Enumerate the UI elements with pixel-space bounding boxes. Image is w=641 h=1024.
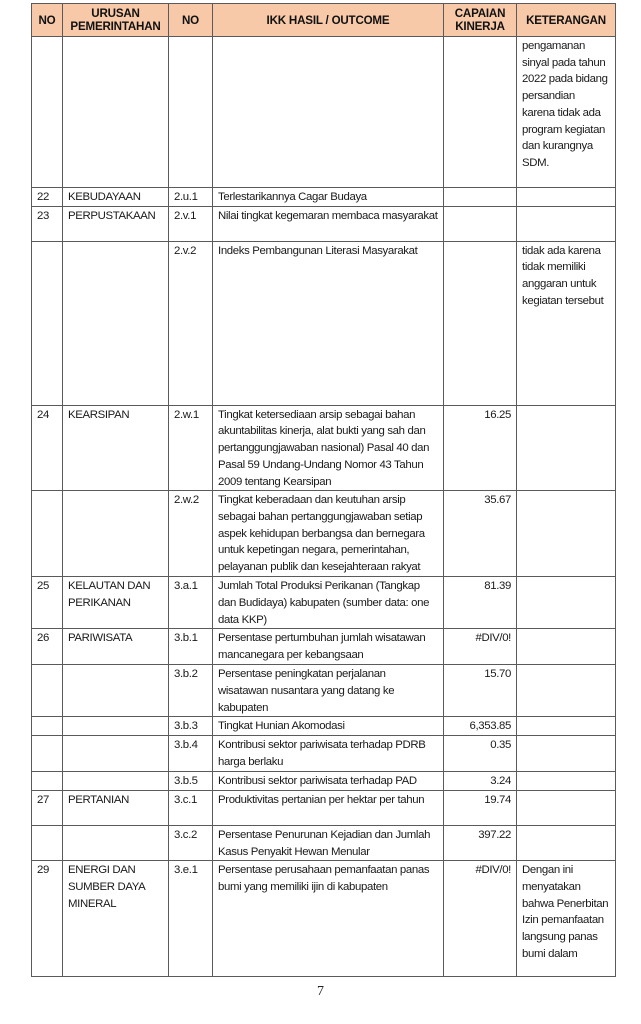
cell-keterangan (517, 405, 616, 491)
cell-urusan (63, 825, 169, 860)
cell-keterangan (517, 736, 616, 772)
cell-kode: 3.c.2 (169, 825, 213, 860)
cell-keterangan (517, 717, 616, 736)
cell-ikk: Kontribusi sektor pariwisata terhadap PAD (213, 772, 444, 791)
cell-capaian: #DIV/0! (444, 629, 517, 665)
cell-ikk: Kontribusi sektor pariwisata terhadap PDRB harga berlaku (213, 736, 444, 772)
cell-no (32, 37, 63, 188)
cell-keterangan (517, 206, 616, 241)
cell-urusan: PERPUSTAKAAN (63, 206, 169, 241)
cell-capaian: 35.67 (444, 491, 517, 577)
table-row (32, 577, 616, 629)
cell-ikk: Indeks Pembangunan Literasi Masyarakat (213, 241, 444, 405)
cell-capaian (444, 188, 517, 207)
cell-ikk: Persentase peningkatan perjalanan wisatawan nusantara yang datang ke kabupaten (213, 665, 444, 717)
cell-ikk: Tingkat keberadaan dan keutuhan arsip sebagai bahan pertanggungjawaban setiap aspek kehidupan berbangsa dan bernegara untuk kepetingan negara, pemerintahan, pelayanan publik dan kesejahteraan rakyat (213, 491, 444, 577)
cell-urusan (63, 241, 169, 405)
header-urusan-line2: PEMERINTAHAN (70, 20, 161, 33)
cell-urusan: ENERGI DAN SUMBER DAYA MINERAL (63, 861, 169, 977)
cell-no: 26 (32, 629, 63, 665)
cell-keterangan (517, 577, 616, 629)
cell-urusan (63, 491, 169, 577)
cell-kode: 3.b.3 (169, 717, 213, 736)
cell-urusan: PARIWISATA (63, 629, 169, 665)
cell-ikk: Persentase Penurunan Kejadian dan Jumlah Kasus Penyakit Hewan Menular (213, 825, 444, 860)
header-capaian-line1: CAPAIAN (454, 7, 506, 20)
cell-no: 24 (32, 405, 63, 491)
cell-kode: 3.a.1 (169, 577, 213, 629)
cell-no (32, 241, 63, 405)
table-row (32, 188, 616, 207)
cell-keterangan: pengamanan sinyal pada tahun 2022 pada bidang persandian karena tidak ada program kegiatan dan kurangnya SDM. (517, 37, 616, 188)
cell-kode: 2.v.2 (169, 241, 213, 405)
cell-urusan (63, 772, 169, 791)
cell-capaian: 15.70 (444, 665, 517, 717)
table-body (32, 37, 616, 977)
header-no-kode: NO (169, 4, 213, 37)
cell-keterangan: tidak ada karena tidak memiliki anggaran untuk kegiatan tersebut (517, 241, 616, 405)
cell-ikk: Nilai tingkat kegemaran membaca masyarakat (213, 206, 444, 241)
table-row (32, 861, 616, 977)
cell-no: 22 (32, 188, 63, 207)
cell-keterangan (517, 790, 616, 825)
cell-keterangan: Dengan ini menyatakan bahwa Penerbitan Izin pemanfaatan langsung panas bumi dalam (517, 861, 616, 977)
header-no: NO (32, 4, 63, 37)
cell-urusan (63, 717, 169, 736)
cell-ikk: Terlestarikannya Cagar Budaya (213, 188, 444, 207)
cell-capaian: 81.39 (444, 577, 517, 629)
header-urusan-line1: URUSAN (91, 7, 140, 20)
cell-no: 23 (32, 206, 63, 241)
cell-kode: 3.c.1 (169, 790, 213, 825)
cell-ikk: Persentase pertumbuhan jumlah wisatawan mancanegara per kebangsaan (213, 629, 444, 665)
cell-no (32, 825, 63, 860)
cell-ikk: Tingkat Hunian Akomodasi (213, 717, 444, 736)
cell-capaian: 397.22 (444, 825, 517, 860)
header-urusan (63, 4, 169, 37)
header-capaian (444, 4, 517, 37)
header-ikk: IKK HASIL / OUTCOME (213, 4, 444, 37)
table-row (32, 717, 616, 736)
cell-kode: 3.b.1 (169, 629, 213, 665)
table-row (32, 736, 616, 772)
cell-capaian (444, 206, 517, 241)
cell-urusan: PERTANIAN (63, 790, 169, 825)
cell-capaian: 19.74 (444, 790, 517, 825)
cell-capaian (444, 37, 517, 188)
cell-keterangan (517, 825, 616, 860)
cell-keterangan (517, 772, 616, 791)
cell-no (32, 772, 63, 791)
cell-kode: 2.u.1 (169, 188, 213, 207)
cell-ikk: Produktivitas pertanian per hektar per tahun (213, 790, 444, 825)
cell-keterangan (517, 491, 616, 577)
cell-kode: 3.b.2 (169, 665, 213, 717)
cell-urusan (63, 736, 169, 772)
table-row (32, 790, 616, 825)
cell-no (32, 491, 63, 577)
cell-no (32, 717, 63, 736)
cell-urusan: KELAUTAN DAN PERIKANAN (63, 577, 169, 629)
cell-kode: 3.b.4 (169, 736, 213, 772)
cell-kode: 2.w.1 (169, 405, 213, 491)
performance-table (31, 3, 616, 977)
cell-capaian: 0.35 (444, 736, 517, 772)
cell-keterangan (517, 629, 616, 665)
table-row (32, 629, 616, 665)
page-number: 7 (317, 984, 324, 999)
cell-no: 29 (32, 861, 63, 977)
table-row (32, 241, 616, 405)
cell-capaian: 6,353.85 (444, 717, 517, 736)
cell-capaian: #DIV/0! (444, 861, 517, 977)
table-row (32, 665, 616, 717)
table-row (32, 405, 616, 491)
cell-ikk: Tingkat ketersediaan arsip sebagai bahan akuntabilitas kinerja, alat bukti yang sah dan pertanggungjawaban nasional) Pasal 40 dan Pasal 59 Undang-Undang Nomor 43 Tahun 2009 tentang Kearsipan (213, 405, 444, 491)
table-row (32, 825, 616, 860)
cell-no: 25 (32, 577, 63, 629)
cell-urusan: KEBUDAYAAN (63, 188, 169, 207)
table-row (32, 37, 616, 188)
cell-no (32, 665, 63, 717)
table-row (32, 772, 616, 791)
cell-capaian: 16.25 (444, 405, 517, 491)
cell-keterangan (517, 665, 616, 717)
cell-ikk: Jumlah Total Produksi Perikanan (Tangkap dan Budidaya) kabupaten (sumber data: one data KKP) (213, 577, 444, 629)
cell-urusan (63, 665, 169, 717)
cell-no (32, 736, 63, 772)
cell-capaian (444, 241, 517, 405)
cell-urusan (63, 37, 169, 188)
cell-urusan: KEARSIPAN (63, 405, 169, 491)
table-row (32, 206, 616, 241)
cell-no: 27 (32, 790, 63, 825)
cell-kode: 3.e.1 (169, 861, 213, 977)
cell-kode: 2.w.2 (169, 491, 213, 577)
cell-kode: 3.b.5 (169, 772, 213, 791)
cell-keterangan (517, 188, 616, 207)
header-capaian-line2: KINERJA (455, 20, 505, 33)
cell-capaian: 3.24 (444, 772, 517, 791)
table-row (32, 491, 616, 577)
header-keterangan: KETERANGAN (517, 4, 616, 37)
cell-kode (169, 37, 213, 188)
cell-ikk (213, 37, 444, 188)
table-header-row (32, 4, 616, 37)
cell-kode: 2.v.1 (169, 206, 213, 241)
cell-ikk: Persentase perusahaan pemanfaatan panas bumi yang memiliki ijin di kabupaten (213, 861, 444, 977)
